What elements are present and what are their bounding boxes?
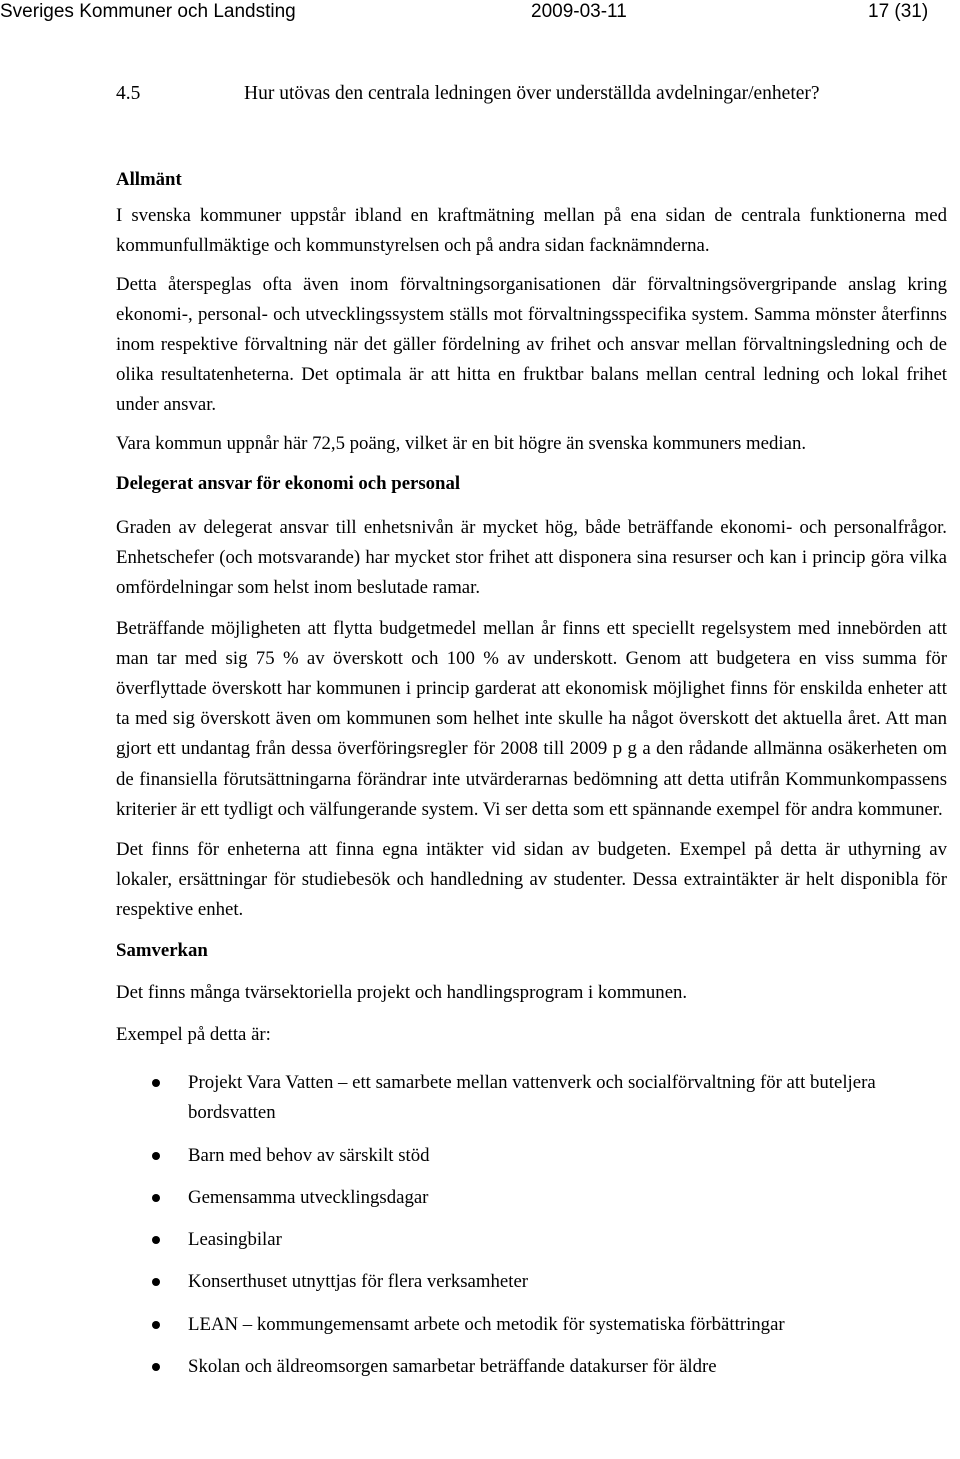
list-item-text: Leasingbilar xyxy=(188,1229,282,1251)
bullet-icon xyxy=(152,1236,160,1244)
heading-allmant: Allmänt xyxy=(116,169,182,190)
paragraph: Det finns många tvärsektoriella projekt och handlingsprogram i kommunen. xyxy=(116,981,688,1003)
paragraph: Beträffande möjligheten att flytta budgetmedel mellan år finns ett speciellt regelsystem med innebörden att man tar med sig 75 % av överskott och 100 % av underskott. Genom att budgetera en viss summa för överflyttade överskott har kommunen i princip garderat att ekonomisk möjlighet finns för enskilda enheter att ta med sig överskott även om kommunen som helhet inte skulle ha något överskott det aktuella året. Att man gjort ett undantag från dessa överföringsregler för 2008 till 2009 p g a den rådande allmänna osäkerheten om de finansiella förutsättningarna förändrar inte utvärderarnas bedömning att detta utifrån Kommunkompassens kriterier är ett tydligt och välfungerande system. Vi ser detta som ett spännande exempel för andra kommuner. xyxy=(116,617,947,820)
list-item-text: Skolan och äldreomsorgen samarbetar beträffande datakurser för äldre xyxy=(188,1355,717,1377)
paragraph: Exempel på detta är: xyxy=(116,1024,271,1046)
list-item xyxy=(116,1068,947,1128)
list-item-text: LEAN – kommungemensamt arbete och metodik för systematiska förbättringar xyxy=(188,1313,785,1335)
list-item xyxy=(116,1183,947,1213)
document-body xyxy=(116,165,947,1394)
paragraph: I svenska kommuner uppstår ibland en kraftmätning mellan på ena sidan de centrala funktionerna med kommunfullmäktige och kommunstyrelsen och på andra sidan facknämnderna. xyxy=(116,205,947,257)
list-item xyxy=(116,1141,947,1171)
list-item xyxy=(116,1352,947,1382)
section-number: 4.5 xyxy=(116,83,141,104)
list-item xyxy=(116,1225,947,1255)
bullet-icon xyxy=(152,1278,160,1286)
list-item-text: Projekt Vara Vatten – ett samarbete mellan vattenverk och socialförvaltning för att buteljera bordsvatten xyxy=(188,1072,876,1124)
list-item-text: Konserthuset utnyttjas för flera verksamheter xyxy=(188,1271,529,1293)
paragraph: Graden av delegerat ansvar till enhetsnivån är mycket hög, både beträffande ekonomi- och personalfrågor. Enhetschefer (och motsvarande) har mycket stor frihet att disponera sina resurser och kan i princip göra vilka omfördelningar som helst inom beslutade ramar. xyxy=(116,517,947,599)
list-item-text: Gemensamma utvecklingsdagar xyxy=(188,1186,429,1208)
bullet-icon xyxy=(152,1363,160,1371)
page-number: 17 (31) xyxy=(868,1,929,22)
section-title: Hur utövas den centrala ledningen över underställda avdelningar/enheter? xyxy=(244,83,820,104)
heading-delegerat: Delegerat ansvar för ekonomi och personal xyxy=(116,472,461,494)
list-item-text: Barn med behov av särskilt stöd xyxy=(188,1144,430,1166)
bullet-icon xyxy=(152,1194,160,1202)
page-header xyxy=(0,0,960,30)
paragraph: Det finns för enheterna att finna egna intäkter vid sidan av budgeten. Exempel på detta är uthyrning av lokaler, ersättningar för studiebesök och handledning av studenter. Dessa extraintäkter är helt disponibla för respektive enhet. xyxy=(116,839,947,921)
list-item xyxy=(116,1267,947,1297)
list-item xyxy=(116,1310,947,1340)
example-list xyxy=(116,1068,947,1382)
organization-name: Sveriges Kommuner och Landsting xyxy=(0,1,296,22)
paragraph: Detta återspeglas ofta även inom förvaltningsorganisationen där förvaltningsövergripande anslag kring ekonomi-, personal- och utvecklingssystem ställs mot förvaltningsspecifika system. Samma mönster återfinns inom respektive förvaltning när det gäller fördelning av frihet och ansvar mellan förvaltningsledning och de olika resultatenheterna. Det optimala är att hitta en fruktbar balans mellan central ledning och lokal frihet under ansvar. xyxy=(116,273,947,416)
bullet-icon xyxy=(152,1321,160,1329)
heading-samverkan: Samverkan xyxy=(116,939,208,961)
document-date: 2009-03-11 xyxy=(531,1,627,22)
bullet-icon xyxy=(152,1152,160,1160)
paragraph: Vara kommun uppnår här 72,5 poäng, vilket är en bit högre än svenska kommuners median. xyxy=(116,432,807,454)
bullet-icon xyxy=(152,1079,160,1087)
